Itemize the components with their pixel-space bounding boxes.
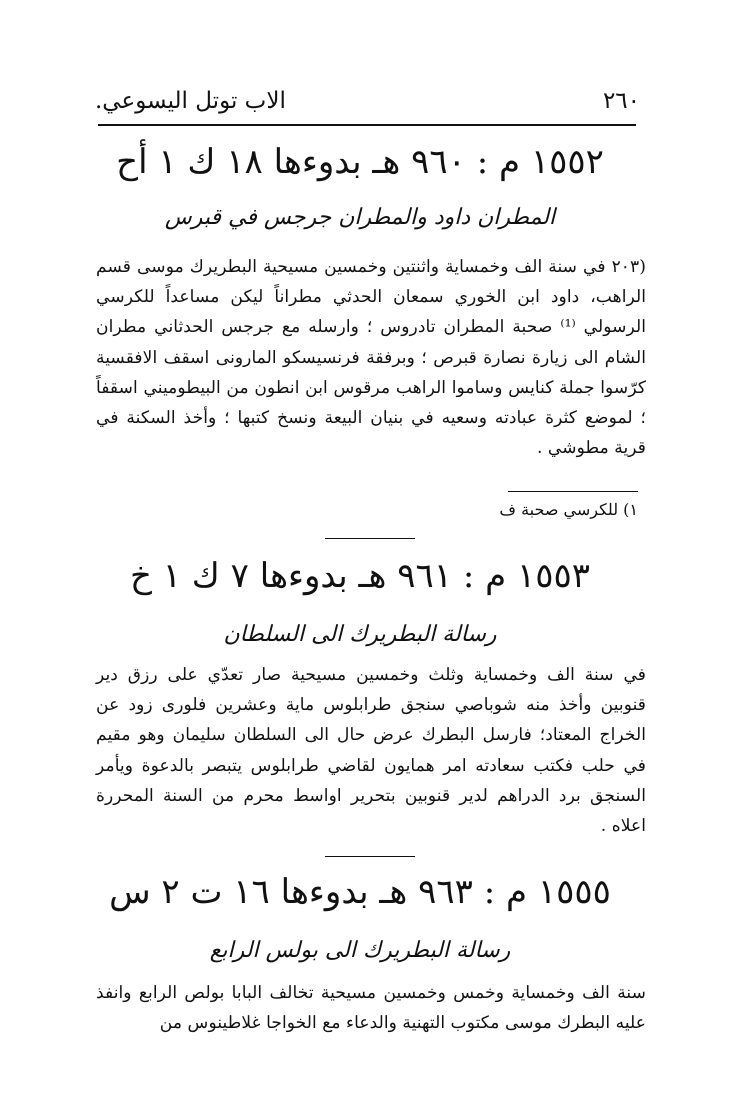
section-title-bishops-cyprus: المطران داود والمطران جرجس في قبرس — [164, 205, 556, 230]
running-header — [95, 82, 640, 120]
paragraph: (٢٠٣ في سنة الف وخمساية واثنتين وخمسين مسيحية البطريرك موسى قسم الراهب، داود ابن الخوري سمعان الحدثي مطراناً ليكن مساعداً للكرسي الرسولي ⁽¹⁾ صحبة المطران تادروس ؛ وارسله مع جرجس الحدثاني مطران الشام الى زيارة نصارة قبرص ؛ وبرفقة فرنسيسكو المارونى اسقف الافقسية كرّسوا جملة كنايس وساموا الراهب مرقوس ابن انطون من البيطوميني اسقفاً ؛ لموضع كثرة عبادته وسعيه في بنيان البيعة ونسخ كتبها ؛ وأخذ السكنة في قرية مطوشي . — [96, 257, 646, 459]
page-number: ٢٦٠ — [602, 88, 640, 114]
section-body-1553 — [96, 660, 646, 841]
section-title-letter-paul-iv: رسالة البطريرك الى بولس الرابع — [209, 938, 511, 963]
section-body-1552 — [96, 252, 646, 463]
running-author: الاب توتل اليسوعي. — [95, 88, 286, 114]
section-body-1555 — [96, 978, 646, 1038]
section-divider — [325, 538, 415, 539]
date-heading-1555: ١٥٥٥ م : ٩٦٣ هـ بدوءها ١٦ ت ٢ س — [109, 872, 611, 912]
section-divider — [325, 856, 415, 857]
date-heading-1553: ١٥٥٣ م : ٩٦١ هـ بدوءها ٧ ك ١ خ — [129, 556, 591, 596]
footnote: ١) للكرسي صحبة ف — [499, 500, 638, 519]
header-rule — [98, 124, 636, 126]
date-heading-1552: ١٥٥٢ م : ٩٦٠ هـ بدوءها ١٨ ك ١ أح — [116, 142, 604, 182]
paragraph: سنة الف وخمساية وخمس وخمسين مسيحية تخالف البابا بولص الرابع وانفذ عليه البطرك موسى مكتوب التهنية والدعاء مع الخواجا غلاطينوس من — [96, 983, 646, 1034]
paragraph: في سنة الف وخمساية وثلث وخمسين مسيحية صار تعدّي على رزق دير قنوبين وأخذ منه شوباصي سنجق طرابلوس ماية وعشرين فلورى زود عن الخراج المعتاد؛ فارسل البطرك عرض حال الى السلطان سليمان وهو مقيم في حلب فكتب سعادته امر همايون لقاضي طرابلوس يتبصر بالدعوة ويأمر السنجق برد الدراهم لدير قنوبين بتحرير اواسط محرم من السنة المحررة اعلاه . — [96, 665, 646, 837]
footnote-rule — [508, 491, 638, 492]
section-title-letter-sultan: رسالة البطريرك الى السلطان — [223, 622, 497, 647]
